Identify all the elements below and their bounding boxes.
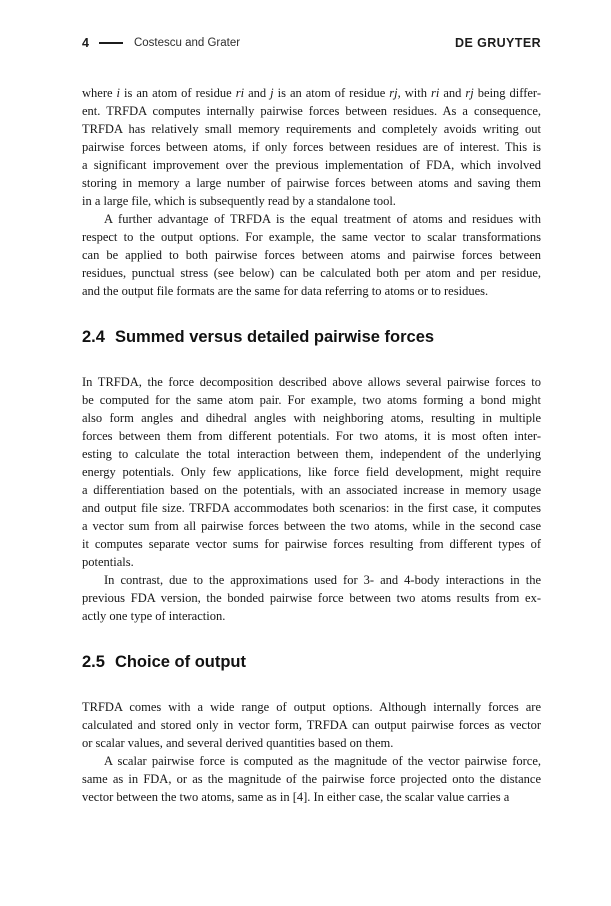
page-number: 4 [82,36,89,50]
header-rule [99,42,123,44]
text-line: previous FDA version, the bonded pairwise force between two atoms results from ex- [82,591,541,605]
text-line: can be applied to both pairwise forces between atoms and pairwise forces between [82,248,541,262]
running-title-authors: Costescu and Grater [133,37,241,49]
paragraph [82,373,541,571]
section-number: 2.4 [82,328,105,346]
text-line: In contrast, due to the approximations used for 3- and 4-body interactions in the [104,573,541,587]
text-line: TRFDA comes with a wide range of output options. Although internally forces are [82,700,541,714]
paragraph [82,84,541,210]
text-line: In TRFDA, the force decomposition described above allows several pairwise forces to [82,375,541,389]
text-line: a differentiation based on the potentials, with an associated increase in memory usage [82,483,541,497]
text-line: a significant improvement over the previous implementation of FDA, which involved [82,158,541,172]
text-line: respect to the output options. For example, the same vector to scalar transformations [82,230,541,244]
text-line: vector between the two atoms, same as in [4]. In either case, the scalar value carries a [82,790,510,804]
section-title: Choice of output [114,653,246,671]
text-line: a vector sum from all pairwise forces between the two atoms, while in the second case [82,519,541,533]
page-body [82,84,541,806]
text-line: it computes separate vector sums for pairwise forces resulting from different types of [82,537,541,551]
text-line: in a large file, which is subsequently read by a standalone tool. [82,194,396,208]
text-line: residues, punctual stress (see below) can be calculated both per atom and per residue, [82,266,541,280]
paragraph [82,698,541,752]
text-line: TRFDA has relatively small memory requirements and completely avoids writing out [82,122,541,136]
text-line: ent. TRFDA computes internally pairwise forces between residues. As a consequence, [82,104,541,118]
text-line: where i is an atom of residue ri and j is an atom of residue rj, with ri and rj being differ- [82,86,541,100]
text-line: or scalar values, and several derived quantities based on them. [82,736,394,750]
section-title: Summed versus detailed pairwise forces [114,328,435,346]
text-line: forces between them from different potentials. For two atoms, it is most often inter- [82,429,541,443]
page-header [82,36,541,50]
text-line: same as in FDA, or as the magnitude of the pairwise force projected onto the distance [82,772,541,786]
text-line: A further advantage of TRFDA is the equal treatment of atoms and residues with [104,212,541,226]
section-heading [82,653,541,672]
section-number: 2.5 [82,653,105,671]
publisher-logotype: DE GRUYTER [455,36,541,50]
text-line: calculated and stored only in vector form, TRFDA can output pairwise forces as vector [82,718,541,732]
text-line: be computed for the same atom pair. For example, two atoms forming a bond might [82,393,541,407]
text-line: actly one type of interaction. [82,609,226,623]
text-line: also form angles and dihedral angles with neighboring atoms, resulting in multiple [82,411,541,425]
text-line: and output file size. TRFDA accommodates both scenarios: in the first case, it computes [82,501,541,515]
text-line: storing in memory a large number of pairwise forces between atoms and saving them [82,176,541,190]
paragraph [82,752,541,806]
text-line: A scalar pairwise force is computed as the magnitude of the vector pairwise force, [104,754,541,768]
text-line: pairwise forces between atoms, if only forces between residues are of interest. This is [82,140,541,154]
text-line: and the output file formats are the same for data referring to atoms or to residues. [82,284,489,298]
paragraph [82,210,541,300]
paragraph [82,571,541,625]
text-line: esting to calculate the total interaction between them, independent of the underlying [82,447,541,461]
text-line: energy potentials. Only few applications, like force field development, might require [82,465,541,479]
section-heading [82,328,541,347]
text-line: potentials. [82,555,134,569]
